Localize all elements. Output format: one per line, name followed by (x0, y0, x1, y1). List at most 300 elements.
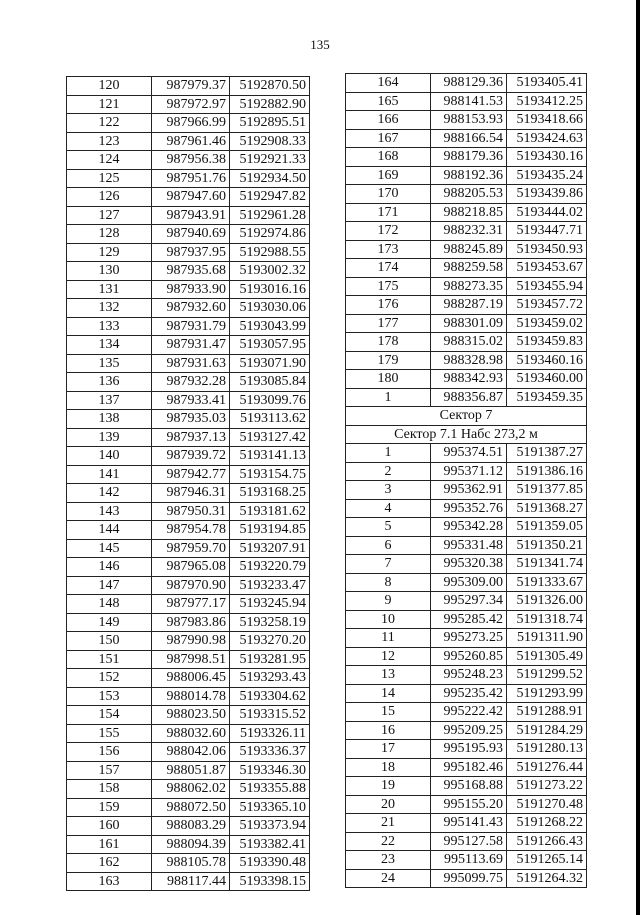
table-row (346, 703, 587, 722)
coord-x: 988287.19 (431, 296, 507, 315)
coord-y: 5191333.67 (507, 573, 587, 592)
coord-y: 5192961.28 (230, 206, 310, 225)
coord-x: 987965.08 (152, 558, 230, 577)
coord-x: 995342.28 (431, 518, 507, 537)
coord-y: 5193365.10 (230, 798, 310, 817)
point-number: 10 (346, 610, 431, 629)
table-row (346, 573, 587, 592)
coord-x: 988105.78 (152, 854, 230, 873)
coord-y: 5193030.06 (230, 299, 310, 318)
coord-x: 988342.93 (431, 370, 507, 389)
table-row (67, 447, 310, 466)
point-number: 126 (67, 188, 152, 207)
table-row (346, 129, 587, 148)
table-row (346, 74, 587, 93)
coord-y: 5191311.90 (507, 629, 587, 648)
point-number: 128 (67, 225, 152, 244)
coord-y: 5193315.52 (230, 706, 310, 725)
table-row (67, 354, 310, 373)
point-number: 125 (67, 169, 152, 188)
coord-x: 988328.98 (431, 351, 507, 370)
point-number: 122 (67, 114, 152, 133)
coord-x: 987998.51 (152, 650, 230, 669)
coord-x: 987939.72 (152, 447, 230, 466)
coord-y: 5193460.00 (507, 370, 587, 389)
coord-y: 5193390.48 (230, 854, 310, 873)
coord-y: 5193459.83 (507, 333, 587, 352)
table-row (67, 539, 310, 558)
point-number: 22 (346, 832, 431, 851)
table-row (67, 373, 310, 392)
coord-y: 5191273.22 (507, 777, 587, 796)
point-number: 19 (346, 777, 431, 796)
point-number: 155 (67, 724, 152, 743)
table-row (67, 132, 310, 151)
point-number: 1 (346, 388, 431, 407)
coord-y: 5191264.32 (507, 869, 587, 888)
coord-x: 995099.75 (431, 869, 507, 888)
page-border (636, 0, 640, 915)
table-row (346, 222, 587, 241)
coord-x: 988166.54 (431, 129, 507, 148)
coord-y: 5193113.62 (230, 410, 310, 429)
coord-y: 5193373.94 (230, 817, 310, 836)
coord-y: 5193450.93 (507, 240, 587, 259)
point-number: 121 (67, 95, 152, 114)
table-row (346, 721, 587, 740)
point-number: 18 (346, 758, 431, 777)
table-row (346, 777, 587, 796)
coord-x: 995371.12 (431, 462, 507, 481)
point-number: 160 (67, 817, 152, 836)
table-row (67, 798, 310, 817)
coord-x: 987943.91 (152, 206, 230, 225)
table-row (67, 114, 310, 133)
coord-x: 995320.38 (431, 555, 507, 574)
coord-y: 5193233.47 (230, 576, 310, 595)
coord-y: 5191288.91 (507, 703, 587, 722)
point-number: 163 (67, 872, 152, 891)
point-number: 9 (346, 592, 431, 611)
coord-x: 988259.58 (431, 259, 507, 278)
point-number: 168 (346, 148, 431, 167)
coord-x: 987931.63 (152, 354, 230, 373)
coord-y: 5193457.72 (507, 296, 587, 315)
point-number: 180 (346, 370, 431, 389)
point-number: 146 (67, 558, 152, 577)
table-row (346, 610, 587, 629)
table-row (67, 872, 310, 891)
coord-y: 5193168.25 (230, 484, 310, 503)
table-row (346, 351, 587, 370)
point-number: 136 (67, 373, 152, 392)
point-number: 132 (67, 299, 152, 318)
coord-x: 995113.69 (431, 851, 507, 870)
coord-x: 988273.35 (431, 277, 507, 296)
coord-y: 5193405.41 (507, 74, 587, 93)
coord-x: 988179.36 (431, 148, 507, 167)
point-number: 3 (346, 481, 431, 500)
point-number: 1 (346, 444, 431, 463)
point-number: 124 (67, 151, 152, 170)
coord-x: 988218.85 (431, 203, 507, 222)
point-number: 153 (67, 687, 152, 706)
coord-y: 5193444.02 (507, 203, 587, 222)
table-row (67, 595, 310, 614)
coord-x: 987932.28 (152, 373, 230, 392)
coord-x: 995209.25 (431, 721, 507, 740)
point-number: 11 (346, 629, 431, 648)
table-row (346, 758, 587, 777)
point-number: 123 (67, 132, 152, 151)
table-row (67, 428, 310, 447)
table-row (67, 484, 310, 503)
coord-x: 987931.47 (152, 336, 230, 355)
table-row (67, 77, 310, 96)
table-row (67, 262, 310, 281)
coord-x: 988094.39 (152, 835, 230, 854)
coord-x: 988301.09 (431, 314, 507, 333)
coord-y: 5193270.20 (230, 632, 310, 651)
point-number: 174 (346, 259, 431, 278)
table-row (346, 499, 587, 518)
point-number: 13 (346, 666, 431, 685)
coord-y: 5193002.32 (230, 262, 310, 281)
table-row (67, 95, 310, 114)
point-number: 140 (67, 447, 152, 466)
table-row (346, 259, 587, 278)
table-row (346, 388, 587, 407)
table-row (346, 444, 587, 463)
table-row (346, 111, 587, 130)
table-row (346, 536, 587, 555)
coord-y: 5193099.76 (230, 391, 310, 410)
coord-y: 5193398.15 (230, 872, 310, 891)
table-row (67, 391, 310, 410)
point-number: 165 (346, 92, 431, 111)
coord-y: 5191293.99 (507, 684, 587, 703)
coord-y: 5193043.99 (230, 317, 310, 336)
coord-x: 995141.43 (431, 814, 507, 833)
table-row (67, 761, 310, 780)
table-row (346, 592, 587, 611)
coord-y: 5192908.33 (230, 132, 310, 151)
table-row (67, 317, 310, 336)
coord-y: 5191266.43 (507, 832, 587, 851)
coord-x: 987947.60 (152, 188, 230, 207)
table-row (346, 647, 587, 666)
coord-y: 5192947.82 (230, 188, 310, 207)
table-row (67, 502, 310, 521)
coord-x: 988141.53 (431, 92, 507, 111)
coord-x: 988153.93 (431, 111, 507, 130)
coord-y: 5191280.13 (507, 740, 587, 759)
coord-x: 988205.53 (431, 185, 507, 204)
table-row (346, 166, 587, 185)
coord-y: 5191326.00 (507, 592, 587, 611)
coord-x: 995155.20 (431, 795, 507, 814)
coord-x: 988072.50 (152, 798, 230, 817)
coord-x: 988042.06 (152, 743, 230, 762)
point-number: 6 (346, 536, 431, 555)
table-row (67, 576, 310, 595)
coord-y: 5192921.33 (230, 151, 310, 170)
coord-x: 988083.29 (152, 817, 230, 836)
table-row (67, 243, 310, 262)
coordinates-table-left (66, 76, 310, 891)
table-row (346, 148, 587, 167)
point-number: 129 (67, 243, 152, 262)
coord-y: 5192870.50 (230, 77, 310, 96)
coord-x: 988062.02 (152, 780, 230, 799)
table-row (67, 558, 310, 577)
coord-y: 5191377.85 (507, 481, 587, 500)
point-number: 21 (346, 814, 431, 833)
coord-y: 5193127.42 (230, 428, 310, 447)
coord-x: 987983.86 (152, 613, 230, 632)
coord-y: 5193459.02 (507, 314, 587, 333)
point-number: 145 (67, 539, 152, 558)
table-row (67, 188, 310, 207)
point-number: 151 (67, 650, 152, 669)
table-row (346, 795, 587, 814)
coord-y: 5192934.50 (230, 169, 310, 188)
table-row (67, 650, 310, 669)
table-row (67, 817, 310, 836)
table-row (67, 410, 310, 429)
coord-y: 5193455.94 (507, 277, 587, 296)
point-number: 12 (346, 647, 431, 666)
coord-x: 995362.91 (431, 481, 507, 500)
coord-x: 987946.31 (152, 484, 230, 503)
coord-x: 988023.50 (152, 706, 230, 725)
table-row (67, 465, 310, 484)
table-row (346, 92, 587, 111)
point-number: 159 (67, 798, 152, 817)
point-number: 144 (67, 521, 152, 540)
coord-y: 5193424.63 (507, 129, 587, 148)
point-number: 131 (67, 280, 152, 299)
table-row (346, 869, 587, 888)
coord-y: 5193304.62 (230, 687, 310, 706)
point-number: 2 (346, 462, 431, 481)
point-number: 130 (67, 262, 152, 281)
point-number: 148 (67, 595, 152, 614)
coord-y: 5191368.27 (507, 499, 587, 518)
coord-y: 5193412.25 (507, 92, 587, 111)
coord-y: 5191387.27 (507, 444, 587, 463)
coord-x: 988129.36 (431, 74, 507, 93)
table-row (67, 299, 310, 318)
coord-y: 5191299.52 (507, 666, 587, 685)
point-number: 141 (67, 465, 152, 484)
coord-y: 5193336.37 (230, 743, 310, 762)
coord-y: 5193085.84 (230, 373, 310, 392)
coord-x: 988006.45 (152, 669, 230, 688)
point-number: 173 (346, 240, 431, 259)
coordinates-table-right (345, 73, 587, 888)
coord-y: 5193293.43 (230, 669, 310, 688)
point-number: 133 (67, 317, 152, 336)
coord-x: 995127.58 (431, 832, 507, 851)
coord-x: 987966.99 (152, 114, 230, 133)
coord-y: 5193382.41 (230, 835, 310, 854)
point-number: 16 (346, 721, 431, 740)
coord-x: 995309.00 (431, 573, 507, 592)
point-number: 138 (67, 410, 152, 429)
coord-x: 987932.60 (152, 299, 230, 318)
coord-y: 5193460.16 (507, 351, 587, 370)
page-number: 135 (310, 37, 330, 52)
coord-y: 5191318.74 (507, 610, 587, 629)
coord-x: 995352.76 (431, 499, 507, 518)
point-number: 24 (346, 869, 431, 888)
coord-y: 5193057.95 (230, 336, 310, 355)
coord-x: 995374.51 (431, 444, 507, 463)
point-number: 143 (67, 502, 152, 521)
coord-x: 995235.42 (431, 684, 507, 703)
coord-y: 5191386.16 (507, 462, 587, 481)
table-row (67, 835, 310, 854)
point-number: 149 (67, 613, 152, 632)
coord-x: 995260.85 (431, 647, 507, 666)
point-number: 5 (346, 518, 431, 537)
table-row (67, 225, 310, 244)
point-number: 139 (67, 428, 152, 447)
point-number: 156 (67, 743, 152, 762)
point-number: 158 (67, 780, 152, 799)
coord-x: 987937.95 (152, 243, 230, 262)
point-number: 164 (346, 74, 431, 93)
coord-y: 5193346.30 (230, 761, 310, 780)
point-number: 7 (346, 555, 431, 574)
point-number: 169 (346, 166, 431, 185)
table-row (346, 814, 587, 833)
coord-x: 995182.46 (431, 758, 507, 777)
coord-y: 5192882.90 (230, 95, 310, 114)
table-row (67, 687, 310, 706)
coord-y: 5193453.67 (507, 259, 587, 278)
coord-x: 987940.69 (152, 225, 230, 244)
point-number: 162 (67, 854, 152, 873)
coord-y: 5193459.35 (507, 388, 587, 407)
coord-x: 988014.78 (152, 687, 230, 706)
coord-y: 5193194.85 (230, 521, 310, 540)
point-number: 4 (346, 499, 431, 518)
coord-x: 987977.17 (152, 595, 230, 614)
coord-x: 987972.97 (152, 95, 230, 114)
point-number: 134 (67, 336, 152, 355)
coord-x: 987935.03 (152, 410, 230, 429)
coord-y: 5193207.91 (230, 539, 310, 558)
point-number: 171 (346, 203, 431, 222)
table-row (346, 203, 587, 222)
coord-x: 987951.76 (152, 169, 230, 188)
table-row (67, 169, 310, 188)
coord-x: 987954.78 (152, 521, 230, 540)
table-row (346, 555, 587, 574)
coord-y: 5193447.71 (507, 222, 587, 241)
coord-x: 988315.02 (431, 333, 507, 352)
table-row (346, 277, 587, 296)
point-number: 176 (346, 296, 431, 315)
point-number: 161 (67, 835, 152, 854)
point-number: 14 (346, 684, 431, 703)
point-number: 179 (346, 351, 431, 370)
coord-y: 5191305.49 (507, 647, 587, 666)
table-row (67, 280, 310, 299)
table-row (67, 743, 310, 762)
coord-x: 987937.13 (152, 428, 230, 447)
coord-x: 988117.44 (152, 872, 230, 891)
table-row (346, 832, 587, 851)
subsector-header: Сектор 7.1 Набс 273,2 м (346, 425, 587, 444)
table-row (67, 632, 310, 651)
coord-x: 987933.41 (152, 391, 230, 410)
coord-x: 987959.70 (152, 539, 230, 558)
coord-y: 5193016.16 (230, 280, 310, 299)
coord-y: 5192895.51 (230, 114, 310, 133)
coord-y: 5193439.86 (507, 185, 587, 204)
coord-y: 5193154.75 (230, 465, 310, 484)
table-row (346, 370, 587, 389)
table-row (346, 666, 587, 685)
coord-y: 5191359.05 (507, 518, 587, 537)
table-row (346, 740, 587, 759)
coord-y: 5191276.44 (507, 758, 587, 777)
coord-y: 5193281.95 (230, 650, 310, 669)
sector-header: Сектор 7 (346, 407, 587, 426)
point-number: 20 (346, 795, 431, 814)
coord-y: 5191265.14 (507, 851, 587, 870)
point-number: 175 (346, 277, 431, 296)
point-number: 120 (67, 77, 152, 96)
point-number: 137 (67, 391, 152, 410)
coord-x: 995222.42 (431, 703, 507, 722)
coord-x: 995297.34 (431, 592, 507, 611)
coord-x: 988192.36 (431, 166, 507, 185)
point-number: 166 (346, 111, 431, 130)
point-number: 154 (67, 706, 152, 725)
table-row (346, 851, 587, 870)
table-row (346, 518, 587, 537)
table-row (67, 724, 310, 743)
point-number: 177 (346, 314, 431, 333)
table-row (67, 206, 310, 225)
coord-x: 988232.31 (431, 222, 507, 241)
table-row (346, 333, 587, 352)
table-row (346, 240, 587, 259)
point-number: 152 (67, 669, 152, 688)
coord-x: 988356.87 (431, 388, 507, 407)
coord-y: 5193181.62 (230, 502, 310, 521)
point-number: 17 (346, 740, 431, 759)
coord-x: 988245.89 (431, 240, 507, 259)
coord-x: 995285.42 (431, 610, 507, 629)
coord-x: 987935.68 (152, 262, 230, 281)
subsector-header-row (346, 425, 587, 444)
coord-y: 5191350.21 (507, 536, 587, 555)
coord-y: 5192974.86 (230, 225, 310, 244)
coord-y: 5193141.13 (230, 447, 310, 466)
coord-y: 5192988.55 (230, 243, 310, 262)
table-row (346, 296, 587, 315)
point-number: 127 (67, 206, 152, 225)
coord-x: 987950.31 (152, 502, 230, 521)
coord-y: 5193326.11 (230, 724, 310, 743)
coord-y: 5193435.24 (507, 166, 587, 185)
coord-x: 988032.60 (152, 724, 230, 743)
